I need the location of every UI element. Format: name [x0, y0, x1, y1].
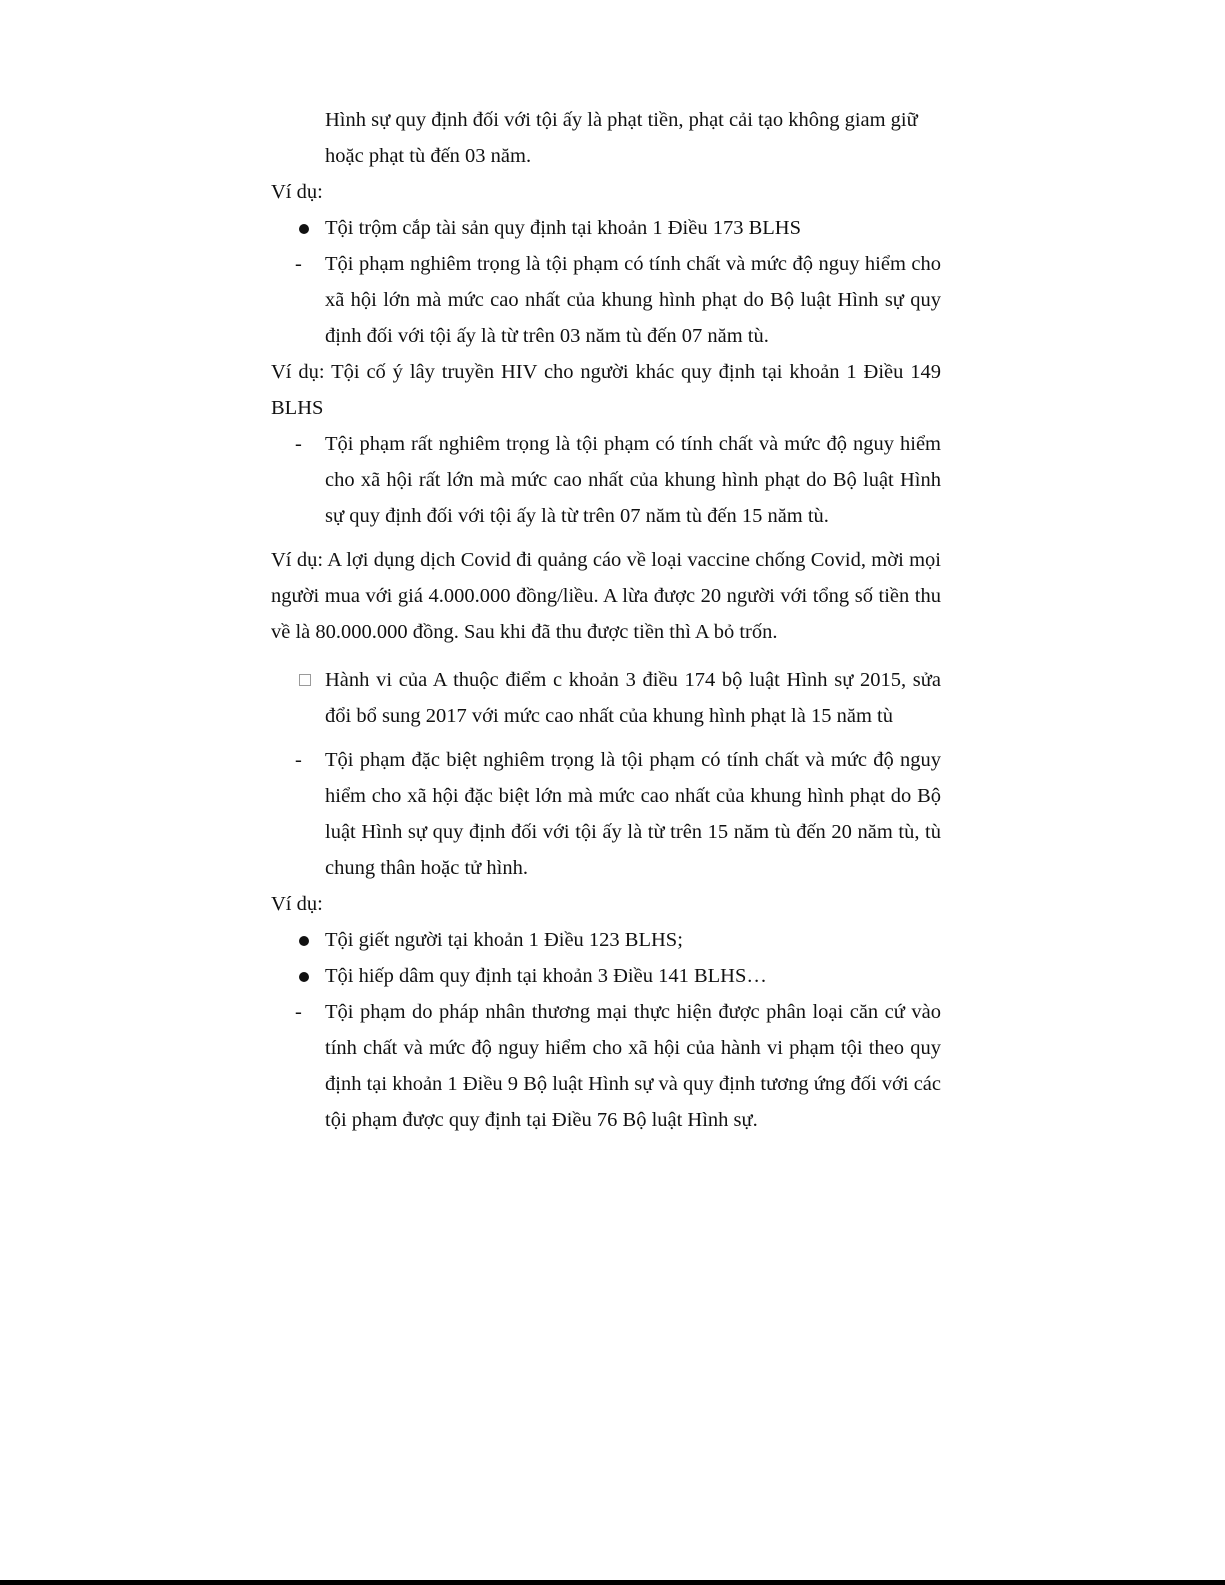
serious-crime-item: [271, 246, 941, 354]
checkbox-icon: [299, 674, 311, 686]
bottom-border: [0, 1580, 1225, 1585]
commercial-legal-entity-item: [271, 994, 941, 1138]
dash-marker: -: [295, 749, 302, 771]
bullet-dot-icon: [295, 922, 321, 958]
intro-line-1: Hình sự quy định đối với tội ấy là phạt tiền, phạt cải tạo không giam giữ: [325, 109, 918, 131]
example-4-label: Ví dụ:: [271, 893, 323, 915]
example-4-bullet-item-2: [271, 958, 941, 994]
example-2-text: Ví dụ: Tội cố ý lây truyền HIV cho người khác quy định tại khoản 1 Điều 149 BLHS: [271, 361, 941, 419]
especially-serious-crime-item: [271, 742, 941, 886]
example-1-label: Ví dụ:: [271, 181, 323, 203]
example-4-bullet-item-1: [271, 922, 941, 958]
example-4-item-2-text: Tội hiếp dâm quy định tại khoản 3 Điều 141 BLHS…: [325, 965, 767, 987]
bullet-dot-icon: [295, 210, 321, 246]
very-serious-crime-text: Tội phạm rất nghiêm trọng là tội phạm có tính chất và mức độ nguy hiểm cho xã hội rất lớn mà mức cao nhất của khung hình phạt do Bộ luật Hình sự quy định đối với tội ấy là từ trên 07 năm tù đến 15 năm tù.: [325, 433, 941, 527]
serious-crime-text: Tội phạm nghiêm trọng là tội phạm có tính chất và mức độ nguy hiểm cho xã hội lớn mà mức cao nhất của khung hình phạt do Bộ luật Hình sự quy định đối với tội ấy là từ trên 03 năm tù đến 07 năm tù.: [325, 253, 941, 347]
example-4-item-1-text: Tội giết người tại khoản 1 Điều 123 BLHS;: [325, 929, 683, 951]
bullet-dot-icon: [295, 958, 321, 994]
dash-marker: -: [295, 253, 302, 275]
document-content: [271, 102, 941, 1138]
very-serious-crime-item: [271, 426, 941, 534]
example-1-bullet-item: [271, 210, 941, 246]
dash-marker: -: [295, 1001, 302, 1023]
example-3-conclusion-item: [271, 662, 941, 734]
example-3-conclusion-text: Hành vi của A thuộc điểm c khoản 3 điều 174 bộ luật Hình sự 2015, sửa đổi bổ sung 2017 với mức cao nhất của khung hình phạt là 15 năm tù: [325, 669, 941, 727]
example-1-item-text: Tội trộm cắp tài sản quy định tại khoản 1 Điều 173 BLHS: [325, 217, 801, 239]
dash-marker: -: [295, 433, 302, 455]
example-3-text: Ví dụ: A lợi dụng dịch Covid đi quảng cáo về loại vaccine chống Covid, mời mọi người mua với giá 4.000.000 đồng/liều. A lừa được 20 người với tổng số tiền thu về là 80.000.000 đồng. Sau khi đã thu được tiền thì A bỏ trốn.: [271, 549, 941, 643]
commercial-legal-entity-text: Tội phạm do pháp nhân thương mại thực hiện được phân loại căn cứ vào tính chất và mức độ nguy hiểm cho xã hội của hành vi phạm tội theo quy định tại khoản 1 Điều 9 Bộ luật Hình sự và quy định tương ứng đối với các tội phạm được quy định tại Điều 76 Bộ luật Hình sự.: [325, 1001, 941, 1131]
especially-serious-crime-text: Tội phạm đặc biệt nghiêm trọng là tội phạm có tính chất và mức độ nguy hiểm cho xã hội đặc biệt lớn mà mức cao nhất của khung hình phạt do Bộ luật Hình sự quy định đối với tội ấy là từ trên 15 năm tù đến 20 năm tù, tù chung thân hoặc tử hình.: [325, 749, 941, 879]
intro-line-2: hoặc phạt tù đến 03 năm.: [325, 145, 532, 167]
